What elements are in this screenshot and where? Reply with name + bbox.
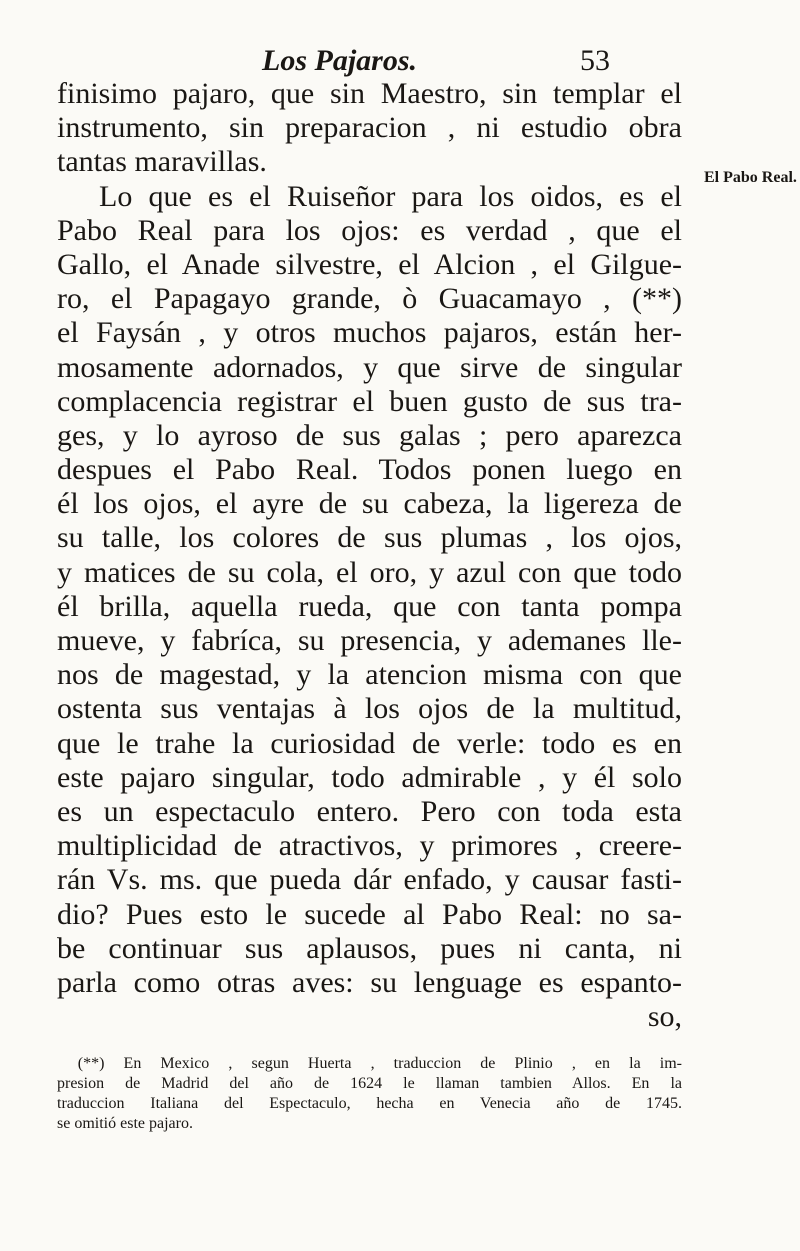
text-line: complacencia registrar el buen gusto de sus tra- bbox=[57, 384, 682, 418]
text-line: parla como otras aves: su lenguage es espanto- bbox=[57, 965, 682, 999]
text-line: tantas maravillas. bbox=[57, 145, 267, 179]
text-line: despues el Pabo Real. Todos ponen luego en bbox=[57, 453, 682, 487]
text-line: so, bbox=[647, 1000, 682, 1034]
page-number: 53 bbox=[580, 44, 610, 77]
text-line: rán Vs. ms. que pueda dár enfado, y causar fasti- bbox=[57, 863, 682, 897]
text-line: este pajaro singular, todo admirable , y él solo bbox=[57, 760, 682, 794]
text-line: es un espectaculo entero. Pero con toda esta bbox=[57, 794, 682, 828]
text-line: Pabo Real para los ojos: es verdad , que el bbox=[57, 213, 682, 247]
footnote-line: traduccion Italiana del Espectaculo, hecha en Venecia año de 1745. bbox=[57, 1095, 682, 1112]
text-line: el Faysán , y otros muchos pajaros, están her- bbox=[57, 316, 682, 350]
text-line: nos de magestad, y la atencion misma con que bbox=[57, 658, 682, 692]
body-text bbox=[57, 77, 682, 1034]
text-line: finisimo pajaro, que sin Maestro, sin templar el bbox=[57, 77, 682, 110]
footnote-line: presion de Madrid del año de 1624 le llaman tambien Allos. En la bbox=[57, 1075, 682, 1092]
text-line: dio? Pues esto le sucede al Pabo Real: no sa- bbox=[57, 897, 682, 931]
running-title: Los Pajaros. bbox=[262, 44, 418, 77]
text-line: Lo que es el Ruiseñor para los oidos, es el bbox=[99, 179, 682, 213]
text-line: mosamente adornados, y que sirve de singular bbox=[57, 350, 682, 384]
text-line: be continuar sus aplausos, pues ni canta, ni bbox=[57, 931, 682, 965]
footnote-line: (**) En Mexico , segun Huerta , traduccion de Plinio , en la im- bbox=[77, 1055, 682, 1072]
text-line: y matices de su cola, el oro, y azul con que todo bbox=[57, 555, 682, 589]
text-line: su talle, los colores de sus plumas , los ojos, bbox=[57, 521, 682, 555]
text-line: ro, el Papagayo grande, ò Guacamayo , (**) bbox=[57, 282, 682, 316]
text-line: él brilla, aquella rueda, que con tanta pompa bbox=[57, 589, 682, 623]
text-line: instrumento, sin preparacion , ni estudio obra bbox=[57, 111, 682, 145]
text-line: multiplicidad de atractivos, y primores , creere- bbox=[57, 829, 682, 863]
margin-note: El Pabo Real. bbox=[704, 169, 797, 186]
text-line: él los ojos, el ayre de su cabeza, la ligereza de bbox=[57, 487, 682, 521]
text-line: que le trahe la curiosidad de verle: todo es en bbox=[57, 726, 682, 760]
text-line: ostenta sus ventajas à los ojos de la multitud, bbox=[57, 692, 682, 726]
footnote bbox=[57, 1054, 682, 1134]
text-line: mueve, y fabríca, su presencia, y ademanes lle- bbox=[57, 624, 682, 657]
footnote-line: se omitió este pajaro. bbox=[57, 1115, 193, 1132]
text-line: ges, y lo ayroso de sus galas ; pero aparezca bbox=[57, 418, 682, 452]
text-line: Gallo, el Anade silvestre, el Alcion , el Gilgue- bbox=[57, 247, 682, 281]
